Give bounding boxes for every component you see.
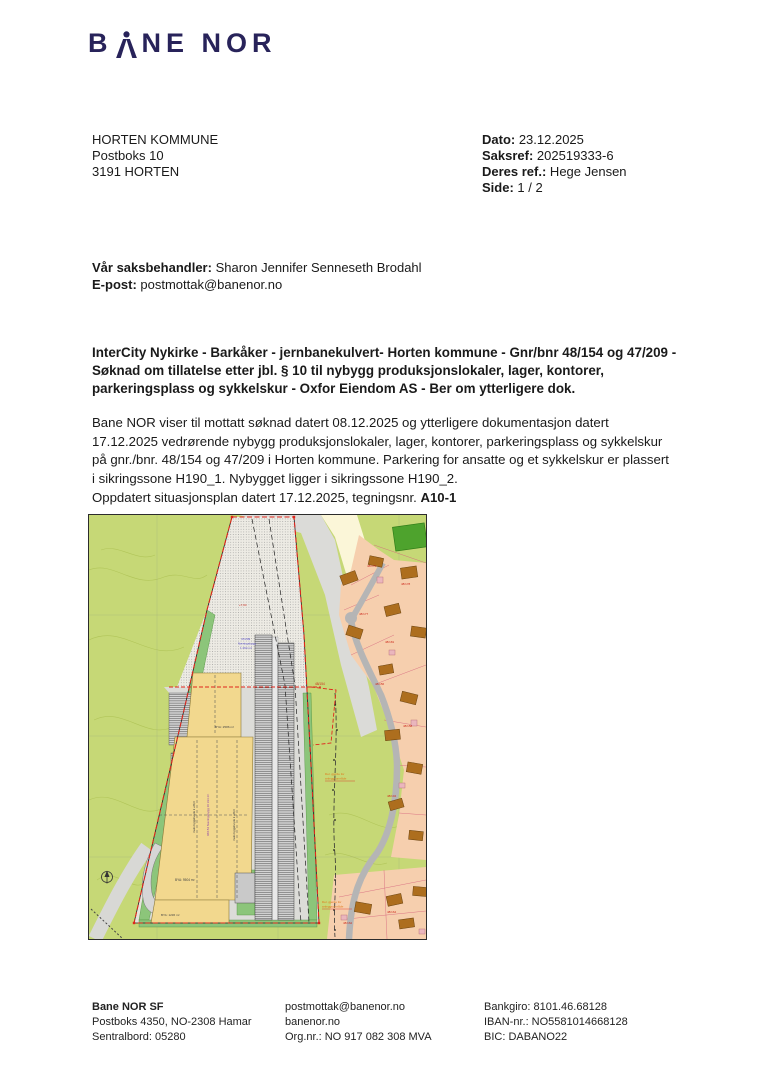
drawing-number: A10-1 [420, 490, 457, 505]
footer-website: banenor.no [285, 1016, 341, 1028]
height-label: maks byggehøyde k +88,0 [233, 809, 236, 841]
email-label: E-post: [92, 277, 137, 292]
footer-company-address: Postboks 4350, NO-2308 Hamar [92, 1016, 252, 1028]
case-handler-label: Vår saksbehandler: [92, 260, 212, 275]
parcel-label: 48/162 [343, 921, 353, 925]
meta-date-label: Dato: [482, 132, 516, 147]
meta-page-value: 1 / 2 [513, 180, 543, 195]
footer-bank-column [484, 1000, 628, 1045]
bya-label: BYA: 2586 m² [215, 725, 235, 729]
footer-contact-column [285, 1000, 432, 1045]
fence-note: anleggsområde [325, 776, 347, 781]
attachment-line [92, 490, 456, 505]
letter-meta [482, 132, 627, 196]
bya-label: BYA: 1236 m² [161, 913, 180, 917]
email-line [92, 276, 422, 293]
body-paragraph [92, 414, 669, 488]
recipient-address [92, 132, 218, 180]
footer-orgnr: Org.nr.: NO 917 082 308 MVA [285, 1031, 432, 1043]
parcel-label: 48/164 [387, 910, 397, 914]
parcel-label: 48/156 [375, 682, 385, 686]
parcel-label: 48/154 [315, 682, 325, 686]
subject-heading [92, 344, 676, 398]
bane-nor-logo [88, 30, 277, 57]
footer-bankgiro: Bankgiro: 8101.46.68128 [484, 1001, 607, 1013]
parcel-label: 48/104 [387, 794, 397, 798]
meta-caseref [482, 148, 627, 164]
blue-note: 47/209 [241, 637, 251, 641]
fence-note: Del. gjerde for [322, 900, 342, 904]
recipient-line: HORTEN KOMMUNE [92, 132, 219, 147]
logo-text-end: NE NOR [141, 28, 277, 58]
email-value: postmottak@banenor.no [136, 277, 283, 292]
body-line: 17.12.2025 vedrørende nybygg produksjonslokaler, lager, kontorer, parkeringsplass og sykkelskur [92, 433, 663, 449]
case-handler-value: Sharon Jennifer Senneseth Brodahl [211, 260, 422, 275]
meta-caseref-value: 202519333-6 [533, 148, 614, 163]
height-label: maks byggehøyde k +88,0 [193, 801, 196, 833]
footer-email: postmottak@banenor.no [285, 1001, 406, 1013]
meta-date-value: 23.12.2025 [515, 132, 584, 147]
body-line: i sikringssone H190_1. Nybygget ligger i sikringssone H190_2. [92, 470, 458, 486]
rail-track-a-icon [113, 31, 140, 58]
parcel-label: 48/158 [403, 724, 413, 728]
attachment-prefix: Oppdatert situasjonsplan datert 17.12.2025, tegningsnr. [92, 490, 421, 505]
parcel-label: 48/170 [367, 564, 377, 568]
parcel-label: 48/177 [359, 612, 369, 616]
site-plan-map [88, 514, 427, 940]
meta-caseref-label: Saksref: [482, 148, 534, 163]
blue-note: Næringsbygg [238, 641, 256, 646]
recipient-line: 3191 HORTEN [92, 164, 180, 179]
meta-date [482, 132, 627, 148]
bya-label: BYA: 9504 m² [175, 878, 195, 882]
fence-note: anleggsområde [322, 904, 344, 909]
grade-label: +7,04 [239, 603, 247, 607]
footer-company-column [92, 1000, 252, 1045]
footer-switchboard: Sentralbord: 05280 [92, 1031, 186, 1043]
meta-page-label: Side: [482, 180, 514, 195]
blue-note: 1 264 m² [240, 646, 252, 650]
meta-page [482, 180, 627, 196]
building-label: 48/154 Næringsbygg 10 333 m² [206, 793, 210, 837]
annex-building [235, 873, 255, 903]
footer-iban: IBAN-nr.: NO5581014668128 [484, 1016, 628, 1028]
recipient-line: Postboks 10 [92, 148, 164, 163]
body-line: Bane NOR viser til mottatt søknad datert 08.12.2025 og ytterligere dokumentasjon datert [92, 415, 609, 430]
subject-line: InterCity Nykirke - Barkåker - jernbanekulvert- Horten kommune - Gnr/bnr 48/154 og 47/209 - [92, 345, 677, 360]
footer-bic: BIC: DABANO22 [484, 1031, 568, 1043]
parcel-label: 48/181 [385, 640, 395, 644]
fence-note: Del. gjerde for [325, 772, 345, 776]
footer-company-name: Bane NOR SF [92, 1001, 164, 1013]
logo-text-start: B [88, 28, 113, 58]
parking-rows [255, 635, 294, 920]
case-handler-block [92, 259, 422, 293]
meta-yourref [482, 164, 627, 180]
meta-yourref-value: Hege Jensen [546, 164, 627, 179]
body-line: på gnr./bnr. 48/154 og 47/209 i Horten kommune. Parkering for ansatte og et sykkelskur er plassert [92, 452, 669, 467]
meta-yourref-label: Deres ref.: [482, 164, 547, 179]
sports-field [392, 523, 426, 551]
case-handler-line [92, 259, 422, 276]
subject-line: parkeringsplass og sykkelskur - Oxfor Eiendom AS - Ber om ytterligere dok. [92, 381, 576, 396]
parcel-label: 48/178 [401, 582, 411, 586]
subject-line: Søknad om tillatelse etter jbl. § 10 til nybygg produksjonslokaler, lager, kontorer, [92, 363, 604, 378]
